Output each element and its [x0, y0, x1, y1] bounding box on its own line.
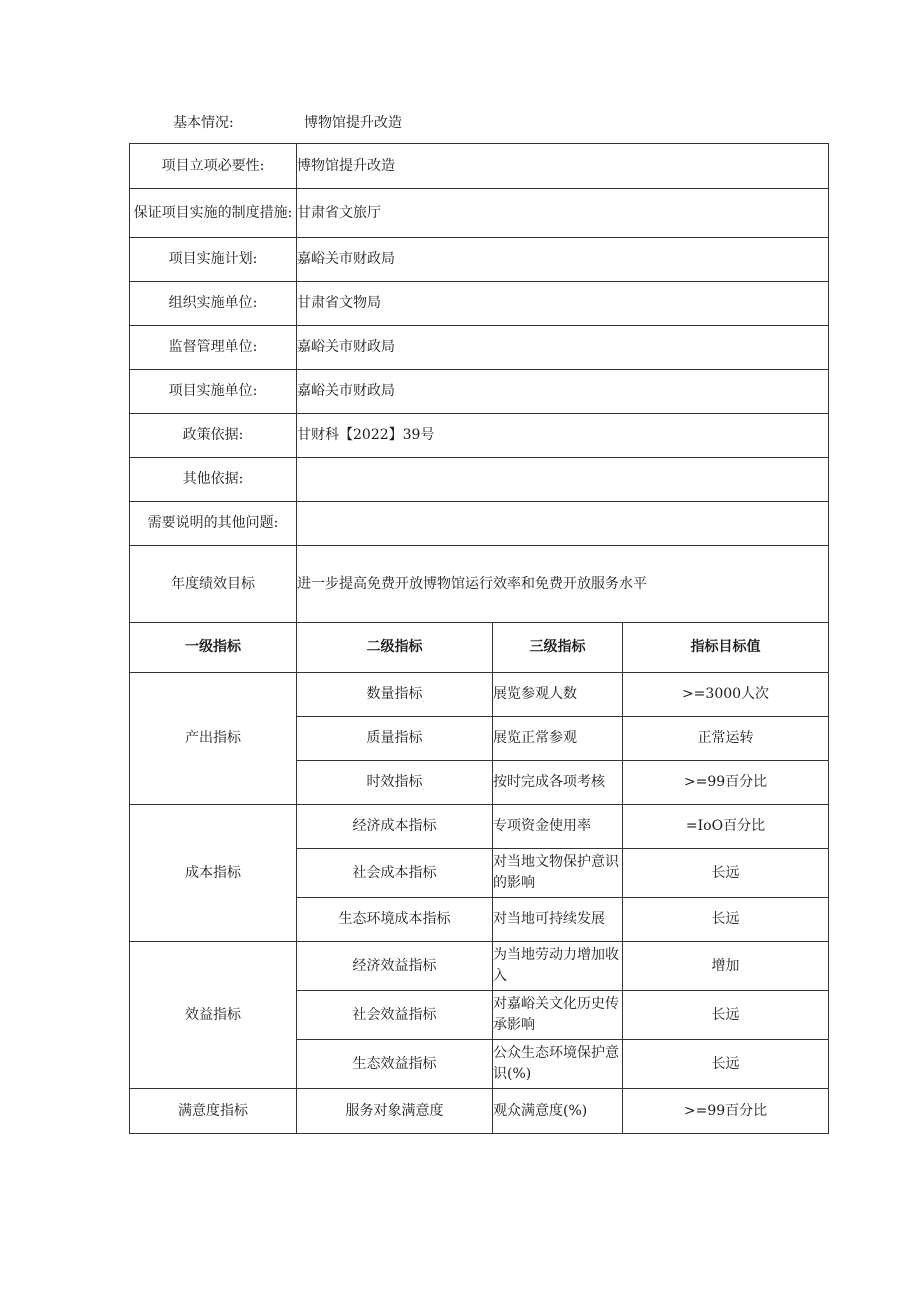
- level1-cell: 成本指标: [130, 805, 297, 942]
- info-value: [297, 502, 829, 546]
- info-row: [130, 144, 829, 189]
- target-cell: 长远: [623, 1040, 829, 1089]
- info-row: [130, 326, 829, 370]
- basic-info-label: 基本情况:: [173, 115, 234, 131]
- target-cell: 正常运转: [623, 717, 829, 761]
- level3-cell: 展览参观人数: [493, 673, 623, 717]
- level2-cell: 社会效益指标: [297, 991, 493, 1040]
- table-row: [130, 805, 829, 849]
- level1-cell: 满意度指标: [130, 1089, 297, 1134]
- level2-cell: 经济成本指标: [297, 805, 493, 849]
- level2-cell: 生态效益指标: [297, 1040, 493, 1089]
- level3-cell: 展览正常参观: [493, 717, 623, 761]
- info-label: 保证项目实施的制度措施:: [130, 189, 297, 238]
- performance-table: [129, 143, 829, 1134]
- target-cell: >=99百分比: [623, 761, 829, 805]
- level3-cell: 专项资金使用率: [493, 805, 623, 849]
- basic-info-value: 博物馆提升改造: [304, 115, 402, 131]
- info-label: 其他依据:: [130, 458, 297, 502]
- level3-cell: 观众满意度(%): [493, 1089, 623, 1134]
- info-value: 博物馆提升改造: [297, 144, 829, 189]
- level2-cell: 数量指标: [297, 673, 493, 717]
- info-value: 甘肃省文旅厅: [297, 189, 829, 238]
- table-row: [130, 942, 829, 991]
- target-cell: 增加: [623, 942, 829, 991]
- level3-cell: 对当地可持续发展: [493, 898, 623, 942]
- target-cell: >=3000人次: [623, 673, 829, 717]
- info-label: 项目实施计划:: [130, 238, 297, 282]
- info-value: [297, 458, 829, 502]
- level2-cell: 经济效益指标: [297, 942, 493, 991]
- info-row: [130, 370, 829, 414]
- info-value: 进一步提高免费开放博物馆运行效率和免费开放服务水平: [297, 546, 829, 623]
- column-header: 一级指标: [130, 623, 297, 673]
- info-value: 甘财科【2022】39号: [297, 414, 829, 458]
- table-row: [130, 1089, 829, 1134]
- info-label: 项目立项必要性:: [130, 144, 297, 189]
- info-value: 嘉峪关市财政局: [297, 326, 829, 370]
- target-cell: 长远: [623, 898, 829, 942]
- info-value: 甘肃省文物局: [297, 282, 829, 326]
- target-cell: 长远: [623, 991, 829, 1040]
- level2-cell: 时效指标: [297, 761, 493, 805]
- info-row: [130, 458, 829, 502]
- info-label: 需要说明的其他问题:: [130, 502, 297, 546]
- column-header: 二级指标: [297, 623, 493, 673]
- level3-cell: 公众生态环境保护意识(%): [493, 1040, 623, 1089]
- info-row: [130, 546, 829, 623]
- info-value: 嘉峪关市财政局: [297, 370, 829, 414]
- level2-cell: 生态环境成本指标: [297, 898, 493, 942]
- level2-cell: 服务对象满意度: [297, 1089, 493, 1134]
- info-label: 政策依据:: [130, 414, 297, 458]
- info-label: 监督管理单位:: [130, 326, 297, 370]
- level2-cell: 社会成本指标: [297, 849, 493, 898]
- level3-cell: 为当地劳动力增加收入: [493, 942, 623, 991]
- target-cell: 长远: [623, 849, 829, 898]
- level3-cell: 对当地文物保护意识的影响: [493, 849, 623, 898]
- column-header: 三级指标: [493, 623, 623, 673]
- table-row: [130, 673, 829, 717]
- column-header: 指标目标值: [623, 623, 829, 673]
- info-row: [130, 189, 829, 238]
- info-row: [130, 282, 829, 326]
- level1-cell: 产出指标: [130, 673, 297, 805]
- level3-cell: 按时完成各项考核: [493, 761, 623, 805]
- info-row: [130, 238, 829, 282]
- info-label: 年度绩效目标: [130, 546, 297, 623]
- basic-info: [173, 112, 402, 132]
- level2-cell: 质量指标: [297, 717, 493, 761]
- indicator-header-row: [130, 623, 829, 673]
- target-cell: >=99百分比: [623, 1089, 829, 1134]
- level1-cell: 效益指标: [130, 942, 297, 1089]
- info-row: [130, 414, 829, 458]
- level3-cell: 对嘉峪关文化历史传承影响: [493, 991, 623, 1040]
- info-row: [130, 502, 829, 546]
- info-value: 嘉峪关市财政局: [297, 238, 829, 282]
- target-cell: =IoO百分比: [623, 805, 829, 849]
- info-label: 项目实施单位:: [130, 370, 297, 414]
- info-label: 组织实施单位:: [130, 282, 297, 326]
